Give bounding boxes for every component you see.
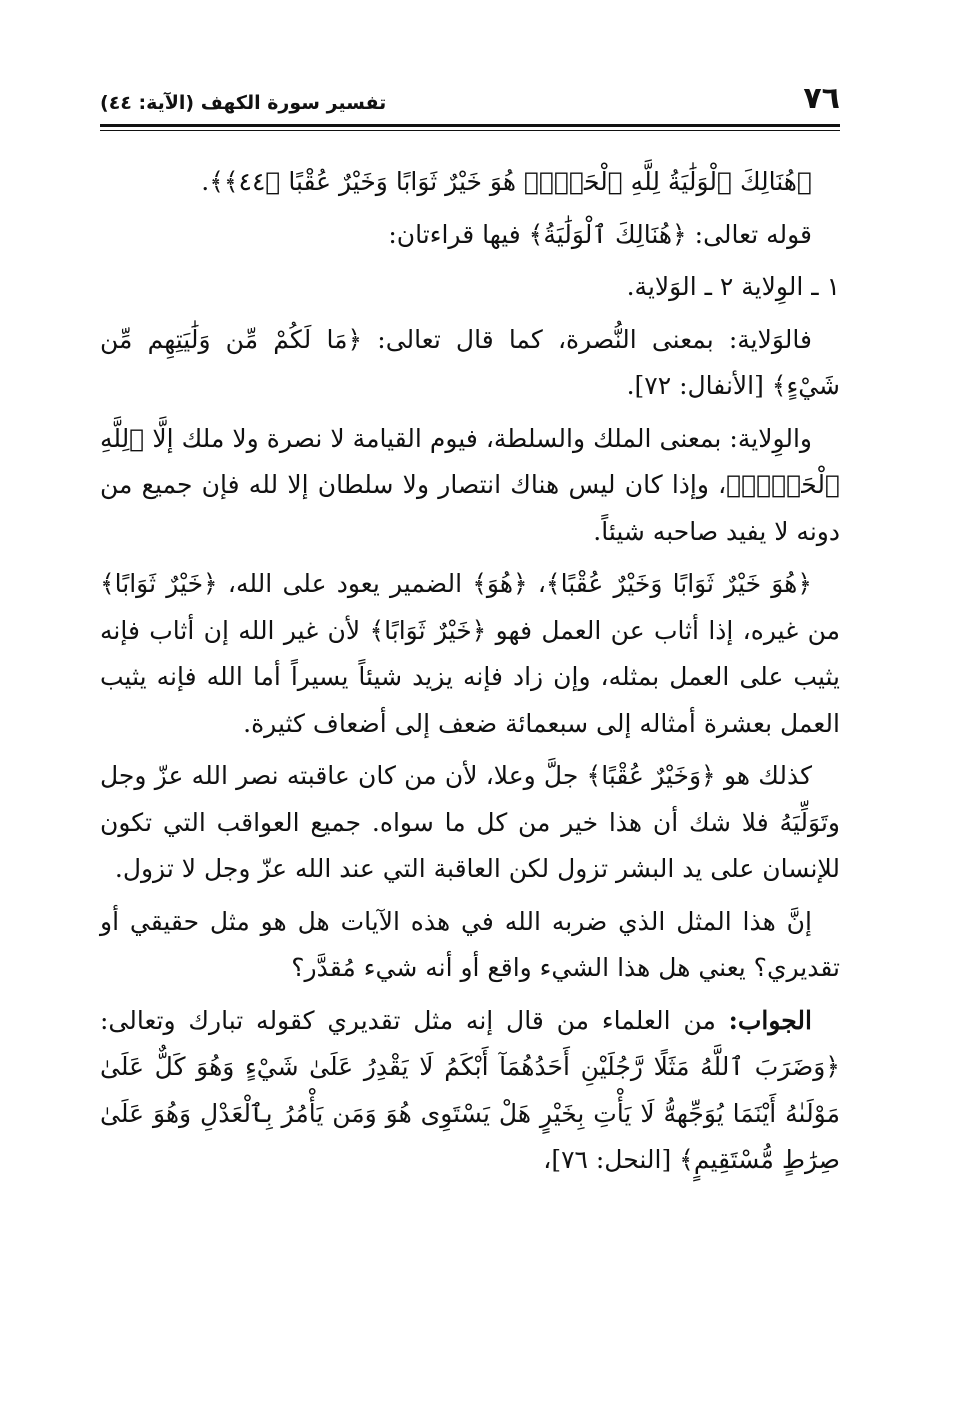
paragraph: إنَّ هذا المثل الذي ضربه الله في هذه الآيات هل هو مثل حقيقي أو تقديري؟ يعني هل هذا الشيء واقع أو أنه شيء مُقدَّر؟ xyxy=(100,906,840,982)
header-rule-thin xyxy=(100,130,840,131)
header-rule xyxy=(100,124,840,127)
page-body xyxy=(100,159,840,1184)
running-title: تفسير سورة الكهف (الآية: ٤٤) xyxy=(100,92,387,114)
answer-text: من العلماء من قال إنه مثل تقديري كقوله تبارك وتعالى: ﴿وَضَرَبَ ٱللَّهُ مَثَلًا رَّجُلَيْنِ أَحَدُهُمَآ أَبْكَمُ لَا يَقْدِرُ عَلَىٰ شَيْءٍ وَهُوَ كَلٌّ عَلَىٰ مَوْلَىٰهُ أَيْنَمَا يُوَجِّههُّ لَا يَأْتِ بِخَيْرٍ هَلْ يَسْتَوِى هُوَ وَمَن يَأْمُرُ بِٱلْعَدْلِ وَهُوَ عَلَىٰ صِرَٰطٍ مُّسْتَقِيمٍ﴾ [النحل: ٧٦]، xyxy=(100,1005,840,1174)
book-page xyxy=(100,80,840,1190)
page-header xyxy=(100,80,840,118)
answer-lead: الجواب: xyxy=(728,1005,812,1035)
answer-paragraph xyxy=(100,998,840,1184)
paragraph: قوله تعالى: ﴿هُنَالِكَ ٱلْوَلَٰيَةُ﴾ فيها قراءتان: xyxy=(388,219,812,249)
paragraph: فالوَلاية: بمعنى النُّصرة، كما قال تعالى: ﴿مَا لَكُمْ مِّن وَلَٰيَتِهِم مِّن شَيْءٍ﴾ [الأنفال: ٧٢]. xyxy=(100,324,840,400)
page-number: ٧٦ xyxy=(803,81,840,116)
paragraph: ﴿هُوَ خَيْرٌ ثَوَابًا وَخَيْرٌ عُقْبًا﴾، ﴿هُوَ﴾ الضمير يعود على الله، ﴿خَيْرٌ ثَوَابًا﴾ من غيره، إذا أثاب عن العمل فهو ﴿خَيْرٌ ثَوَابًا﴾ لأن غير الله إن أثاب فإنه يثيب على العمل بمثله، وإن زاد فإنه يزيد شيئاً يسيراً أما الله فإنه يثيب العمل بعشرة أمثاله إلى سبعمائة ضعف إلى أضعاف كثيرة. xyxy=(100,569,840,738)
paragraph: والوِلاية: بمعنى الملك والسلطة، فيوم القيامة لا نصرة ولا ملك إلَّا ﴿لِلَّهِ ٱلْحَقِّۚ﴾، وإذا كان ليس هناك انتصار ولا سلطان إلا لله فإن جميع من دونه لا يفيد صاحبه شيئاً. xyxy=(100,423,840,546)
readings-list: ١ ـ الوِلاية ٢ ـ الوَلاية. xyxy=(626,272,840,301)
verse-paragraph: ﴿هُنَالِكَ ٱلْوَلَٰيَةُ لِلَّهِ ٱلْحَقِّۚ هُوَ خَيْرٌ ثَوَابًا وَخَيْرٌ عُقْبًا ﴿٤٤﴾﴾. xyxy=(201,167,812,196)
paragraph: كذلك هو ﴿وَخَيْرٌ عُقْبًا﴾ جلَّ وعلا، لأن من كان عاقبته نصر الله عزّ وجل وتَوَلِّيَهُ فلا شك أن هذا خير من كل ما سواه. جميع العواقب التي تكون للإنسان على يد البشر تزول لكن العاقبة التي عند الله عزّ وجل لا تزول. xyxy=(100,761,840,883)
